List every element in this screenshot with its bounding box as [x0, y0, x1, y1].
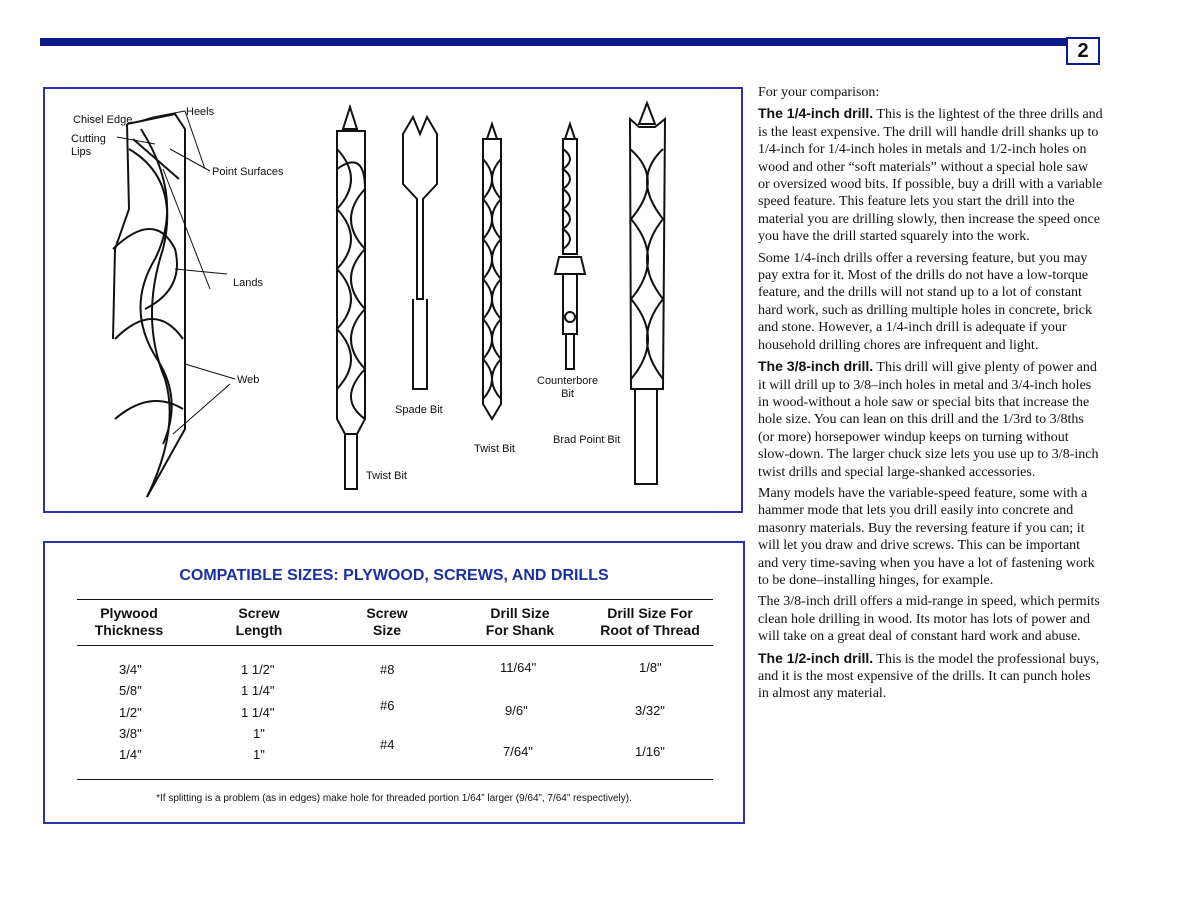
header-drill-size-root: Drill Size For Root of Thread: [600, 605, 700, 638]
brad-point-bit-drawing: [630, 103, 665, 484]
table-cell: 3/4": [119, 662, 142, 677]
body-text-column: [758, 84, 1103, 707]
table-header-rule: [77, 645, 713, 646]
table-bottom-rule: [77, 779, 713, 780]
table-cell: 1": [253, 726, 265, 741]
body-text: This is the lightest of the three drills and is the least expensive. The drill will handle drill shanks up to 1/4-inch for 1/4-inch holes in metals and 1/2-inch holes on wood and other “soft materials” without a special hole saw or oversized wood bits. If possible, buy a drill with a variable speed feature. This feature lets you start the drill into the material you are drilling slowly, then increase the speed once you have the drill started squarely into the work.: [758, 107, 1103, 245]
table-cell: 1/16": [635, 744, 665, 759]
spade-bit-drawing: [403, 117, 437, 389]
body-text: This drill will give plenty of power and it will drill up to 3/8–inch holes in metal and 3/4-inch holes in wood-without a hole saw or special bits that increase the hole size. You can lean on this drill and the 1/3rd to 3/8ths (or more) horsepower windup keeps on turning without slow-down. The larger chuck size lets you use up to 3/8-inch twist drills and special large-shanked accessories.: [758, 360, 1099, 480]
table-cell: 3/32": [635, 703, 665, 718]
table-cell: 1": [253, 747, 265, 762]
table-cell: 5/8": [119, 683, 142, 698]
table-cell: 1 1/4": [241, 705, 275, 720]
table-title: COMPATIBLE SIZES: PLYWOOD, SCREWS, AND DRILLS: [179, 567, 609, 584]
label-chisel-edge: Chisel Edge: [73, 114, 133, 126]
label-brad-point-bit: Brad Point Bit: [553, 434, 621, 446]
table-cell: 1 1/2": [241, 662, 275, 677]
table-footnote: *If splitting is a problem (as in edges) make hole for threaded portion 1/64” larger (9/64”, 7/64” respectively).: [156, 793, 632, 804]
page-number: 2: [1066, 37, 1100, 65]
header-drill-size-shank: Drill Size For Shank: [485, 605, 555, 638]
large-twist-drill-drawing: [113, 114, 185, 497]
label-twist-bit-2: Twist Bit: [474, 443, 515, 455]
label-point-surfaces: Point Surfaces: [212, 166, 284, 178]
heading-quarter-inch-drill: The 1/4-inch drill.: [758, 105, 874, 122]
label-cutting-lips: Cutting Lips: [71, 133, 106, 158]
header-rule: [40, 38, 1066, 46]
heading-half-inch-drill: The 1/2-inch drill.: [758, 649, 874, 666]
table-cell: 3/8": [119, 726, 142, 741]
label-counterbore-bit: Counterbore Bit: [537, 375, 599, 400]
table-cell: #6: [380, 698, 395, 713]
body-paragraph: Some 1/4-inch drills offer a reversing feature, but you may pay extra for it. Most of the drills do not have a low-torque feature, and the drills will not stand up to a lot of constant hard work, such as drilling multiple holes in concrete, brick and stone. However, a 1/4-inch drill is adequate if your household drilling chores are infrequent and light.: [758, 250, 1092, 353]
drill-bits-illustration: [45, 89, 745, 515]
label-twist-bit-1: Twist Bit: [366, 470, 407, 482]
counterbore-bit-drawing: [555, 124, 585, 369]
table-cell: 11/64": [500, 660, 537, 675]
table-cell: #4: [380, 737, 395, 752]
table-cell: 1/8": [639, 660, 662, 675]
twist-bit-1-drawing: [337, 107, 365, 489]
table-cell: 1/4": [119, 747, 142, 762]
label-lands: Lands: [233, 277, 263, 289]
body-paragraph: The 3/8-inch drill offers a mid-range in speed, which permits clean hole drilling in wood. Its motor has lots of power and will take on a great deal of constant hard work and abuse.: [758, 594, 1100, 645]
table-cell: 7/64": [503, 744, 533, 759]
body-text: This is the model the professional buys, and it is the most expensive of the drills. It can punch holes in almost any material.: [758, 651, 1100, 702]
twist-bit-2-drawing: [483, 124, 501, 419]
heading-three-eighths-inch-drill: The 3/8-inch drill.: [758, 358, 874, 375]
table-cell: #8: [380, 662, 395, 677]
paragraph-half-inch: [758, 650, 1103, 703]
drill-bit-figure: [43, 87, 743, 513]
body-paragraph: Many models have the variable-speed feature, some with a hammer mode that lets you drill easily into concrete and masonry materials. Buy the reversing feature if you can; it will let you draw and drive screws. This can be important and very time-saving when you have a lot of fastening work to be done–installing hinges, for example.: [758, 485, 1095, 588]
table-cell: 1/2": [119, 705, 142, 720]
table-cell: 1 1/4": [241, 683, 275, 698]
label-web: Web: [237, 374, 260, 386]
table-top-rule: [77, 599, 713, 600]
label-heels: Heels: [186, 106, 215, 118]
paragraph-quarter-inch: [758, 105, 1103, 245]
header-plywood-thickness: Plywood Thickness: [94, 605, 164, 638]
paragraph-three-eighths-inch: [758, 358, 1103, 481]
compatible-sizes-table: [43, 541, 745, 824]
header-screw-length: Screw Length: [235, 605, 283, 638]
label-spade-bit: Spade Bit: [395, 404, 443, 416]
table-cell: 9/6": [505, 703, 528, 718]
intro-paragraph: For your comparison:: [758, 85, 880, 100]
header-screw-size: Screw Size: [366, 605, 408, 638]
